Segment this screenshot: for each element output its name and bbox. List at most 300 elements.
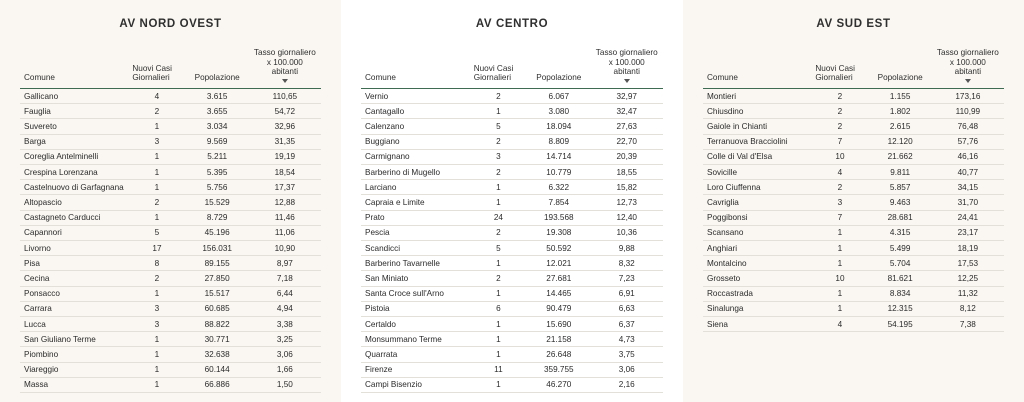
cell-popolazione: 12.021 [527, 256, 590, 271]
cell-tasso: 11,06 [249, 225, 321, 240]
cell-tasso: 18,54 [249, 165, 321, 180]
data-table [361, 46, 663, 393]
cell-comune: Sovicille [703, 165, 811, 180]
cell-comune: Livorno [20, 241, 128, 256]
cell-tasso: 8,32 [591, 256, 664, 271]
cell-popolazione: 26.648 [527, 347, 590, 362]
cell-popolazione: 3.080 [527, 104, 590, 119]
table-row [703, 89, 1004, 104]
cell-tasso: 34,15 [932, 180, 1004, 195]
table-row [361, 332, 663, 347]
table-body [361, 89, 663, 393]
table-row [20, 180, 321, 195]
cell-popolazione: 8.729 [186, 210, 249, 225]
cell-comune: Grosseto [703, 271, 811, 286]
table-row [20, 210, 321, 225]
cell-popolazione: 27.681 [527, 271, 590, 286]
cell-nuovi-casi: 11 [470, 362, 527, 377]
cell-nuovi-casi: 1 [811, 286, 868, 301]
cell-nuovi-casi: 1 [470, 377, 527, 392]
cell-popolazione: 3.655 [186, 104, 249, 119]
cell-tasso: 6,91 [591, 286, 664, 301]
table-row [703, 134, 1004, 149]
cell-comune: Poggibonsi [703, 210, 811, 225]
cell-tasso: 40,77 [932, 165, 1004, 180]
cell-nuovi-casi: 2 [811, 180, 868, 195]
cell-popolazione: 46.270 [527, 377, 590, 392]
cell-tasso: 32,97 [591, 89, 664, 104]
table-row [703, 180, 1004, 195]
cell-popolazione: 5.857 [869, 180, 932, 195]
cell-popolazione: 15.529 [186, 195, 249, 210]
cell-tasso: 110,65 [249, 89, 321, 104]
cell-nuovi-casi: 1 [811, 301, 868, 316]
table-row [20, 317, 321, 332]
table-row [361, 180, 663, 195]
column-header-tasso[interactable] [932, 46, 1004, 89]
cell-nuovi-casi: 4 [128, 89, 185, 104]
cell-popolazione: 14.714 [527, 149, 590, 164]
cell-tasso: 10,90 [249, 241, 321, 256]
cell-nuovi-casi: 1 [128, 119, 185, 134]
cell-comune: Montieri [703, 89, 811, 104]
cell-comune: Firenze [361, 362, 470, 377]
table-row [361, 256, 663, 271]
table-row [361, 134, 663, 149]
cell-popolazione: 21.662 [869, 149, 932, 164]
cell-nuovi-casi: 1 [470, 332, 527, 347]
cell-nuovi-casi: 3 [128, 301, 185, 316]
column-header-comune[interactable]: Comune [361, 46, 470, 89]
panel-title: AV SUD EST [816, 18, 891, 30]
cell-nuovi-casi: 3 [128, 317, 185, 332]
table-row [703, 301, 1004, 316]
cell-comune: Coreglia Antelminelli [20, 149, 128, 164]
cell-nuovi-casi: 2 [470, 271, 527, 286]
cell-popolazione: 50.592 [527, 241, 590, 256]
cell-comune: Colle di Val d'Elsa [703, 149, 811, 164]
table-row [703, 256, 1004, 271]
cell-comune: Larciano [361, 180, 470, 195]
cell-tasso: 11,46 [249, 210, 321, 225]
cell-tasso: 1,66 [249, 362, 321, 377]
header-row [361, 46, 663, 89]
cell-popolazione: 3.615 [186, 89, 249, 104]
cell-nuovi-casi: 1 [128, 180, 185, 195]
panel-title: AV NORD OVEST [119, 18, 222, 30]
data-table [703, 46, 1004, 332]
cell-popolazione: 6.067 [527, 89, 590, 104]
cell-comune: Carrara [20, 301, 128, 316]
cell-tasso: 18,55 [591, 165, 664, 180]
cell-popolazione: 156.031 [186, 241, 249, 256]
column-header-popolazione[interactable]: Popolazione [186, 46, 249, 89]
table-row [20, 149, 321, 164]
cell-tasso: 7,18 [249, 271, 321, 286]
cell-tasso: 10,36 [591, 225, 664, 240]
column-header-nuovi-casi[interactable]: Nuovi Casi Giornalieri [811, 46, 868, 89]
cell-nuovi-casi: 1 [128, 149, 185, 164]
cell-popolazione: 359.755 [527, 362, 590, 377]
table-row [361, 195, 663, 210]
cell-nuovi-casi: 1 [470, 195, 527, 210]
cell-tasso: 2,16 [591, 377, 664, 392]
table-header [361, 46, 663, 89]
table-header [703, 46, 1004, 89]
table-body [703, 89, 1004, 332]
cell-comune: Anghiari [703, 241, 811, 256]
column-header-nuovi-casi[interactable]: Nuovi Casi Giornalieri [128, 46, 185, 89]
cell-popolazione: 60.144 [186, 362, 249, 377]
cell-tasso: 19,19 [249, 149, 321, 164]
cell-nuovi-casi: 1 [470, 317, 527, 332]
cell-nuovi-casi: 1 [128, 286, 185, 301]
cell-comune: Quarrata [361, 347, 470, 362]
cell-comune: Pistoia [361, 301, 470, 316]
cell-comune: Capannori [20, 225, 128, 240]
cell-nuovi-casi: 4 [811, 165, 868, 180]
cell-tasso: 4,73 [591, 332, 664, 347]
table-row [20, 104, 321, 119]
cell-nuovi-casi: 8 [128, 256, 185, 271]
cell-tasso: 6,63 [591, 301, 664, 316]
column-header-tasso-label: Tasso giornaliero x 100.000 abitanti [253, 48, 316, 77]
table-row [361, 362, 663, 377]
header-row [703, 46, 1004, 89]
cell-tasso: 110,99 [932, 104, 1004, 119]
cell-popolazione: 3.034 [186, 119, 249, 134]
cell-comune: Cantagallo [361, 104, 470, 119]
cell-nuovi-casi: 10 [811, 271, 868, 286]
cell-comune: Sinalunga [703, 301, 811, 316]
cell-nuovi-casi: 1 [128, 377, 185, 392]
cell-nuovi-casi: 1 [811, 256, 868, 271]
cell-comune: Altopascio [20, 195, 128, 210]
cell-popolazione: 15.517 [186, 286, 249, 301]
cell-nuovi-casi: 10 [811, 149, 868, 164]
table-row [703, 271, 1004, 286]
cell-tasso: 173,16 [932, 89, 1004, 104]
table-row [703, 210, 1004, 225]
sort-descending-icon [282, 79, 288, 83]
cell-tasso: 54,72 [249, 104, 321, 119]
cell-nuovi-casi: 1 [470, 286, 527, 301]
cell-nuovi-casi: 1 [128, 362, 185, 377]
cell-popolazione: 30.771 [186, 332, 249, 347]
table-row [361, 225, 663, 240]
cell-comune: Suvereto [20, 119, 128, 134]
table-row [20, 301, 321, 316]
cell-comune: Monsummano Terme [361, 332, 470, 347]
panel-av-centro [341, 0, 683, 402]
cell-comune: Carmignano [361, 149, 470, 164]
table-row [361, 119, 663, 134]
column-header-comune[interactable]: Comune [703, 46, 811, 89]
cell-popolazione: 27.850 [186, 271, 249, 286]
cell-comune: Siena [703, 317, 811, 332]
column-header-tasso[interactable] [591, 46, 664, 89]
cell-nuovi-casi: 2 [811, 104, 868, 119]
cell-nuovi-casi: 1 [470, 104, 527, 119]
cell-nuovi-casi: 3 [128, 134, 185, 149]
cell-nuovi-casi: 1 [470, 347, 527, 362]
cell-popolazione: 8.834 [869, 286, 932, 301]
table-row [703, 149, 1004, 164]
table-row [361, 104, 663, 119]
cell-nuovi-casi: 1 [811, 241, 868, 256]
cell-popolazione: 2.615 [869, 119, 932, 134]
cell-popolazione: 28.681 [869, 210, 932, 225]
cell-comune: Massa [20, 377, 128, 392]
cell-tasso: 3,38 [249, 317, 321, 332]
cell-comune: Viareggio [20, 362, 128, 377]
cell-comune: Scandicci [361, 241, 470, 256]
cell-nuovi-casi: 2 [470, 165, 527, 180]
cell-popolazione: 10.779 [527, 165, 590, 180]
cell-comune: Pisa [20, 256, 128, 271]
table-row [20, 362, 321, 377]
table-row [20, 332, 321, 347]
cell-comune: Barberino di Mugello [361, 165, 470, 180]
cell-nuovi-casi: 2 [128, 195, 185, 210]
table-row [703, 119, 1004, 134]
cell-popolazione: 12.315 [869, 301, 932, 316]
table-row [703, 225, 1004, 240]
table-row [703, 104, 1004, 119]
cell-nuovi-casi: 5 [470, 241, 527, 256]
cell-comune: Montalcino [703, 256, 811, 271]
cell-comune: Cavriglia [703, 195, 811, 210]
cell-popolazione: 88.822 [186, 317, 249, 332]
table-row [20, 225, 321, 240]
cell-comune: Prato [361, 210, 470, 225]
cell-comune: Lucca [20, 317, 128, 332]
column-header-tasso-label: Tasso giornaliero x 100.000 abitanti [936, 48, 999, 77]
cell-popolazione: 89.155 [186, 256, 249, 271]
cell-comune: Calenzano [361, 119, 470, 134]
table-row [361, 210, 663, 225]
table-row [703, 317, 1004, 332]
cell-tasso: 8,97 [249, 256, 321, 271]
cell-popolazione: 9.811 [869, 165, 932, 180]
table-row [361, 149, 663, 164]
cell-tasso: 46,16 [932, 149, 1004, 164]
cell-comune: Ponsacco [20, 286, 128, 301]
table-body [20, 89, 321, 393]
cell-popolazione: 19.308 [527, 225, 590, 240]
table-row [361, 271, 663, 286]
cell-comune: Loro Ciuffenna [703, 180, 811, 195]
cell-tasso: 20,39 [591, 149, 664, 164]
cell-comune: Barga [20, 134, 128, 149]
panel-title: AV CENTRO [475, 18, 549, 30]
cell-tasso: 32,47 [591, 104, 664, 119]
table-row [361, 347, 663, 362]
cell-tasso: 18,19 [932, 241, 1004, 256]
cell-popolazione: 193.568 [527, 210, 590, 225]
cell-tasso: 7,23 [591, 271, 664, 286]
cell-comune: Scansano [703, 225, 811, 240]
cell-tasso: 11,32 [932, 286, 1004, 301]
table-row [20, 195, 321, 210]
column-header-tasso[interactable] [249, 46, 321, 89]
cell-popolazione: 54.195 [869, 317, 932, 332]
cell-popolazione: 90.479 [527, 301, 590, 316]
cell-comune: Piombino [20, 347, 128, 362]
cell-tasso: 31,35 [249, 134, 321, 149]
cell-nuovi-casi: 1 [811, 225, 868, 240]
cell-tasso: 4,94 [249, 301, 321, 316]
cell-tasso: 76,48 [932, 119, 1004, 134]
cell-comune: Castagneto Carducci [20, 210, 128, 225]
cell-tasso: 12,88 [249, 195, 321, 210]
cell-comune: Cecina [20, 271, 128, 286]
panel-av-sud-est [683, 0, 1024, 402]
cell-tasso: 32,96 [249, 119, 321, 134]
cell-popolazione: 1.155 [869, 89, 932, 104]
column-header-popolazione[interactable]: Popolazione [527, 46, 590, 89]
cell-comune: Roccastrada [703, 286, 811, 301]
table-row [703, 241, 1004, 256]
cell-tasso: 6,44 [249, 286, 321, 301]
cell-popolazione: 45.196 [186, 225, 249, 240]
cell-popolazione: 1.802 [869, 104, 932, 119]
cell-popolazione: 15.690 [527, 317, 590, 332]
cell-nuovi-casi: 2 [470, 225, 527, 240]
cell-nuovi-casi: 1 [128, 165, 185, 180]
cell-comune: Campi Bisenzio [361, 377, 470, 392]
cell-comune: Certaldo [361, 317, 470, 332]
cell-nuovi-casi: 7 [811, 134, 868, 149]
header-row [20, 46, 321, 89]
cell-popolazione: 18.094 [527, 119, 590, 134]
table-row [361, 165, 663, 180]
cell-comune: Barberino Tavarnelle [361, 256, 470, 271]
cell-popolazione: 4.315 [869, 225, 932, 240]
cell-nuovi-casi: 1 [128, 332, 185, 347]
table-row [20, 347, 321, 362]
table-row [361, 301, 663, 316]
table-row [703, 165, 1004, 180]
cell-comune: Buggiano [361, 134, 470, 149]
cell-popolazione: 60.685 [186, 301, 249, 316]
cell-popolazione: 5.211 [186, 149, 249, 164]
cell-tasso: 8,12 [932, 301, 1004, 316]
column-header-popolazione[interactable]: Popolazione [869, 46, 932, 89]
cell-tasso: 7,38 [932, 317, 1004, 332]
cell-tasso: 17,37 [249, 180, 321, 195]
cell-nuovi-casi: 4 [811, 317, 868, 332]
cell-tasso: 31,70 [932, 195, 1004, 210]
column-header-nuovi-casi[interactable]: Nuovi Casi Giornalieri [470, 46, 527, 89]
cell-popolazione: 81.621 [869, 271, 932, 286]
cell-nuovi-casi: 2 [128, 271, 185, 286]
cell-tasso: 22,70 [591, 134, 664, 149]
cell-tasso: 17,53 [932, 256, 1004, 271]
cell-popolazione: 7.854 [527, 195, 590, 210]
sort-descending-icon [624, 79, 630, 83]
panel-av-nord-ovest [0, 0, 341, 402]
cell-popolazione: 32.638 [186, 347, 249, 362]
cell-nuovi-casi: 5 [470, 119, 527, 134]
cell-popolazione: 12.120 [869, 134, 932, 149]
cell-popolazione: 5.756 [186, 180, 249, 195]
cell-tasso: 1,50 [249, 377, 321, 392]
cell-comune: Gallicano [20, 89, 128, 104]
cell-comune: San Miniato [361, 271, 470, 286]
table-row [20, 256, 321, 271]
cell-nuovi-casi: 2 [128, 104, 185, 119]
cell-tasso: 3,25 [249, 332, 321, 347]
cell-comune: Santa Croce sull'Arno [361, 286, 470, 301]
cell-tasso: 24,41 [932, 210, 1004, 225]
cell-popolazione: 6.322 [527, 180, 590, 195]
cell-comune: Capraia e Limite [361, 195, 470, 210]
cell-tasso: 12,40 [591, 210, 664, 225]
cell-nuovi-casi: 1 [128, 210, 185, 225]
table-row [20, 286, 321, 301]
table-row [703, 195, 1004, 210]
cell-popolazione: 21.158 [527, 332, 590, 347]
cell-nuovi-casi: 5 [128, 225, 185, 240]
cell-popolazione: 9.463 [869, 195, 932, 210]
cell-popolazione: 9.569 [186, 134, 249, 149]
cell-tasso: 9,88 [591, 241, 664, 256]
cell-nuovi-casi: 2 [811, 119, 868, 134]
cell-popolazione: 14.465 [527, 286, 590, 301]
table-row [20, 119, 321, 134]
cell-popolazione: 8.809 [527, 134, 590, 149]
cell-nuovi-casi: 2 [470, 89, 527, 104]
cell-popolazione: 5.704 [869, 256, 932, 271]
cell-nuovi-casi: 1 [470, 180, 527, 195]
cell-tasso: 6,37 [591, 317, 664, 332]
table-row [703, 286, 1004, 301]
cell-comune: Gaiole in Chianti [703, 119, 811, 134]
table-row [20, 271, 321, 286]
table-row [20, 134, 321, 149]
cell-tasso: 15,82 [591, 180, 664, 195]
table-row [20, 89, 321, 104]
table-row [361, 317, 663, 332]
cell-tasso: 3,06 [591, 362, 664, 377]
cell-comune: Terranuova Bracciolini [703, 134, 811, 149]
cell-tasso: 23,17 [932, 225, 1004, 240]
cell-nuovi-casi: 24 [470, 210, 527, 225]
table-row [361, 241, 663, 256]
cell-comune: Castelnuovo di Garfagnana [20, 180, 128, 195]
cell-popolazione: 5.499 [869, 241, 932, 256]
cell-comune: Pescia [361, 225, 470, 240]
cell-tasso: 57,76 [932, 134, 1004, 149]
column-header-comune[interactable]: Comune [20, 46, 128, 89]
table-row [20, 241, 321, 256]
table-header [20, 46, 321, 89]
table-row [20, 377, 321, 392]
cell-tasso: 3,06 [249, 347, 321, 362]
cell-nuovi-casi: 6 [470, 301, 527, 316]
sort-descending-icon [965, 79, 971, 83]
table-row [361, 89, 663, 104]
column-header-tasso-label: Tasso giornaliero x 100.000 abitanti [595, 48, 658, 77]
cell-comune: Fauglia [20, 104, 128, 119]
cell-comune: Chiusdino [703, 104, 811, 119]
cell-nuovi-casi: 7 [811, 210, 868, 225]
cell-comune: Crespina Lorenzana [20, 165, 128, 180]
table-row [361, 286, 663, 301]
cell-nuovi-casi: 1 [470, 256, 527, 271]
cell-nuovi-casi: 3 [811, 195, 868, 210]
